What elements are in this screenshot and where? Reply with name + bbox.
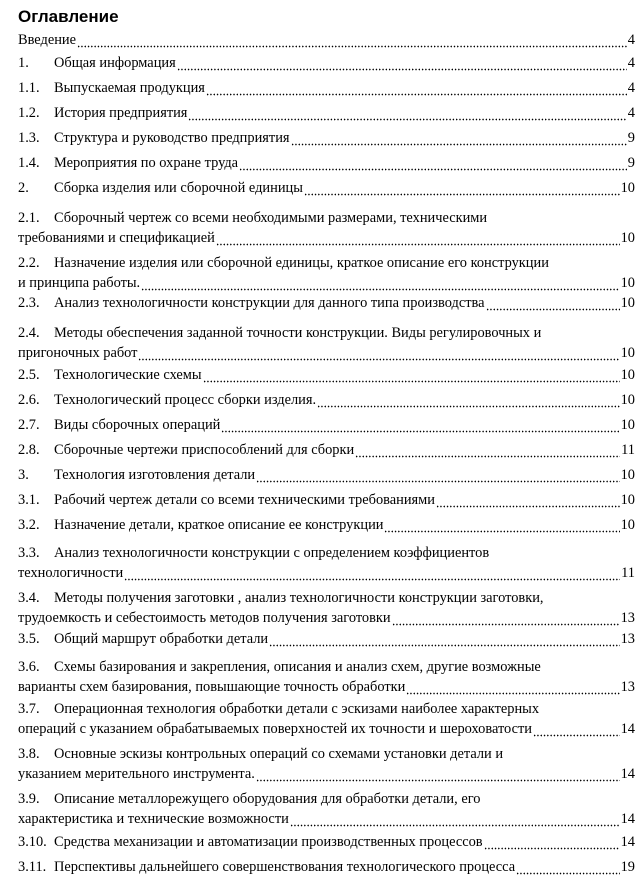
toc-entry-page: 10 (620, 367, 635, 383)
toc-entry-number: 2.5. (18, 367, 40, 383)
toc-entry-title: Перспективы дальнейшего совершенствования технологического процесса (54, 859, 516, 875)
toc-entry-page: 10 (620, 517, 635, 533)
toc-entry[interactable] (18, 789, 635, 829)
toc-entry-number: 2.8. (18, 442, 40, 458)
toc-entry-title: Методы получения заготовки , анализ технологичности конструкции заготовки, (54, 590, 544, 606)
dot-leader (406, 677, 619, 697)
toc-entry-number: 3.9. (18, 791, 40, 807)
toc-entry[interactable] (18, 744, 635, 784)
dot-leader (317, 390, 620, 410)
toc-entry-page: 4 (627, 32, 635, 48)
toc-entry-title: Анализ технологичности конструкции для данного типа производства (54, 295, 485, 311)
toc-entry-title-continued: и принципа работы. (18, 275, 141, 291)
dot-leader (484, 832, 620, 852)
toc-entry[interactable] (18, 543, 635, 583)
toc-entry[interactable] (18, 128, 635, 148)
toc-entry-title: Анализ технологичности конструкции с определением коэффициентов (54, 545, 490, 561)
toc-entry-number: 1.1. (18, 80, 40, 96)
toc-entry-number: 3.5. (18, 631, 40, 647)
table-of-contents (18, 6, 635, 875)
toc-entry-number: 2.1. (18, 210, 40, 226)
dot-leader (533, 719, 620, 739)
dot-leader (206, 78, 627, 98)
dot-leader (304, 178, 620, 198)
toc-entry-title-continued: варианты схем базирования, повышающие точность обработки (18, 679, 406, 695)
toc-entry-page: 4 (627, 55, 635, 71)
toc-entry-page: 10 (620, 180, 635, 196)
dot-leader (77, 30, 627, 50)
dot-leader (486, 293, 620, 313)
toc-entry-number: 2. (18, 180, 29, 196)
toc-entry[interactable] (18, 465, 635, 485)
toc-entry-page: 13 (620, 631, 635, 647)
toc-entry[interactable] (18, 323, 635, 363)
dot-leader (269, 629, 619, 649)
toc-entry-number: 3.2. (18, 517, 40, 533)
toc-entry-page: 10 (620, 275, 635, 291)
dot-leader (256, 764, 620, 784)
dot-leader (392, 608, 620, 628)
toc-entry-title: Технологический процесс сборки изделия. (54, 392, 317, 408)
toc-entry[interactable] (18, 629, 635, 649)
dot-leader (239, 153, 627, 173)
toc-entry-number: 3.1. (18, 492, 40, 508)
toc-entry[interactable] (18, 253, 635, 293)
toc-entry-title-continued: операций с указанием обрабатываемых поверхностей их точности и шероховатости (18, 721, 532, 737)
dot-leader (290, 809, 620, 829)
toc-entry-page: 4 (627, 80, 635, 96)
toc-entry-title-continued: трудоемкость и себестоимость методов получения заготовки (18, 610, 391, 626)
toc-entry[interactable] (18, 857, 635, 877)
toc-entry[interactable] (18, 208, 635, 248)
toc-entry-number: 3.3. (18, 545, 40, 561)
toc-entry-title: Описание металлорежущего оборудования для обработки детали, его (54, 791, 481, 807)
toc-entry[interactable] (18, 53, 635, 73)
toc-entry[interactable] (18, 657, 635, 697)
dot-leader (141, 273, 619, 293)
dot-leader (177, 53, 627, 73)
toc-entry[interactable] (18, 30, 635, 50)
toc-entry-number: 2.2. (18, 255, 40, 271)
toc-entry-page: 19 (620, 859, 635, 875)
toc-entry-page: 14 (620, 811, 635, 827)
toc-entry-title: Рабочий чертеж детали со всеми техническими требованиями (54, 492, 435, 508)
toc-entry-title: Назначение изделия или сборочной единицы, краткое описание его конструкции (54, 255, 549, 271)
toc-entry-title: Общий маршрут обработки детали (54, 631, 269, 647)
toc-entry[interactable] (18, 415, 635, 435)
toc-entry[interactable] (18, 588, 635, 628)
dot-leader (291, 128, 627, 148)
toc-entry-title: Методы обеспечения заданной точности конструкции. Виды регулировочных и (54, 325, 542, 341)
toc-entry-title: Общая информация (54, 55, 176, 71)
toc-entry[interactable] (18, 832, 635, 852)
toc-entry[interactable] (18, 78, 635, 98)
dot-leader (138, 343, 619, 363)
toc-entry[interactable] (18, 515, 635, 535)
toc-entry-number: 3.10. (18, 834, 47, 850)
toc-entry-title: Схемы базирования и закрепления, описания и анализ схем, другие возможные (54, 659, 541, 675)
toc-entry-title: Технологические схемы (54, 367, 202, 383)
toc-entry-page: 14 (620, 766, 635, 782)
toc-entry-title: Сборочные чертежи приспособлений для сборки (54, 442, 355, 458)
toc-entry-title: Основные эскизы контрольных операций со схемами установки детали и (54, 746, 504, 762)
toc-entry[interactable] (18, 699, 635, 739)
dot-leader (124, 563, 620, 583)
toc-entry-page: 11 (621, 565, 635, 581)
toc-entry-page: 10 (620, 467, 635, 483)
toc-title: Оглавление (18, 7, 119, 26)
toc-entry-title: Операционная технология обработки детали с эскизами наиболее характерных (54, 701, 540, 717)
dot-leader (355, 440, 620, 460)
toc-entry[interactable] (18, 178, 635, 198)
toc-entry-page: 10 (620, 230, 635, 246)
toc-entry-title-continued: требованиями и спецификацией (18, 230, 215, 246)
toc-entry-number: 3. (18, 467, 29, 483)
toc-entry-title: Средства механизации и автоматизации производственных процессов (54, 834, 483, 850)
toc-entry[interactable] (18, 490, 635, 510)
toc-entry-number: 3.7. (18, 701, 40, 717)
toc-entry-page: 10 (620, 295, 635, 311)
dot-leader (384, 515, 619, 535)
toc-entry-title-continued: указанием мерительного инструмента. (18, 766, 255, 782)
toc-entry-number: 1.3. (18, 130, 40, 146)
toc-entry-number: 2.3. (18, 295, 40, 311)
toc-entry-title: Мероприятия по охране труда (54, 155, 239, 171)
toc-entry-number: 3.8. (18, 746, 40, 762)
toc-entry[interactable] (18, 440, 635, 460)
toc-entry-title: Сборка изделия или сборочной единицы (54, 180, 303, 196)
toc-entry[interactable] (18, 293, 635, 313)
toc-entry-number: 1.4. (18, 155, 40, 171)
toc-entry-page: 10 (620, 392, 635, 408)
toc-entry-title-continued: технологичности (18, 565, 124, 581)
toc-entry-number: 2.7. (18, 417, 40, 433)
toc-entry-number: 2.4. (18, 325, 40, 341)
dot-leader (216, 228, 620, 248)
dot-leader (188, 103, 626, 123)
dot-leader (516, 857, 619, 877)
toc-entry-page: 9 (627, 130, 635, 146)
toc-entry-title: Технология изготовления детали (54, 467, 256, 483)
toc-entry[interactable] (18, 365, 635, 385)
toc-entry-number: 3.6. (18, 659, 40, 675)
dot-leader (436, 490, 620, 510)
toc-entry-page: 10 (620, 417, 635, 433)
toc-entry-title: Виды сборочных операций (54, 417, 221, 433)
toc-entry-page: 9 (627, 155, 635, 171)
toc-entry-title-continued: пригоночных работ (18, 345, 138, 361)
toc-entry-title: Введение (18, 32, 77, 48)
toc-entry[interactable] (18, 103, 635, 123)
toc-entry[interactable] (18, 390, 635, 410)
toc-entry-number: 1. (18, 55, 29, 71)
toc-entry-title: Назначение детали, краткое описание ее конструкции (54, 517, 384, 533)
toc-entry-page: 11 (621, 442, 635, 458)
toc-entry-title: Структура и руководство предприятия (54, 130, 290, 146)
dot-leader (221, 415, 619, 435)
toc-entry-number: 1.2. (18, 105, 40, 121)
dot-leader (203, 365, 620, 385)
toc-entry-title: История предприятия (54, 105, 188, 121)
dot-leader (256, 465, 619, 485)
toc-entry-page: 13 (620, 610, 635, 626)
toc-entry-number: 2.6. (18, 392, 40, 408)
toc-entry-page: 14 (620, 834, 635, 850)
toc-entry-page: 10 (620, 345, 635, 361)
toc-entry-title: Выпускаемая продукция (54, 80, 205, 96)
toc-entry-number: 3.4. (18, 590, 40, 606)
toc-entry[interactable] (18, 153, 635, 173)
toc-entry-page: 4 (627, 105, 635, 121)
toc-entry-page: 13 (620, 679, 635, 695)
toc-entry-page: 14 (620, 721, 635, 737)
toc-entry-number: 3.11. (18, 859, 47, 875)
toc-entry-page: 10 (620, 492, 635, 508)
toc-entry-title: Сборочный чертеж со всеми необходимыми размерами, техническими (54, 210, 488, 226)
toc-entry-title-continued: характеристика и технические возможности (18, 811, 289, 827)
